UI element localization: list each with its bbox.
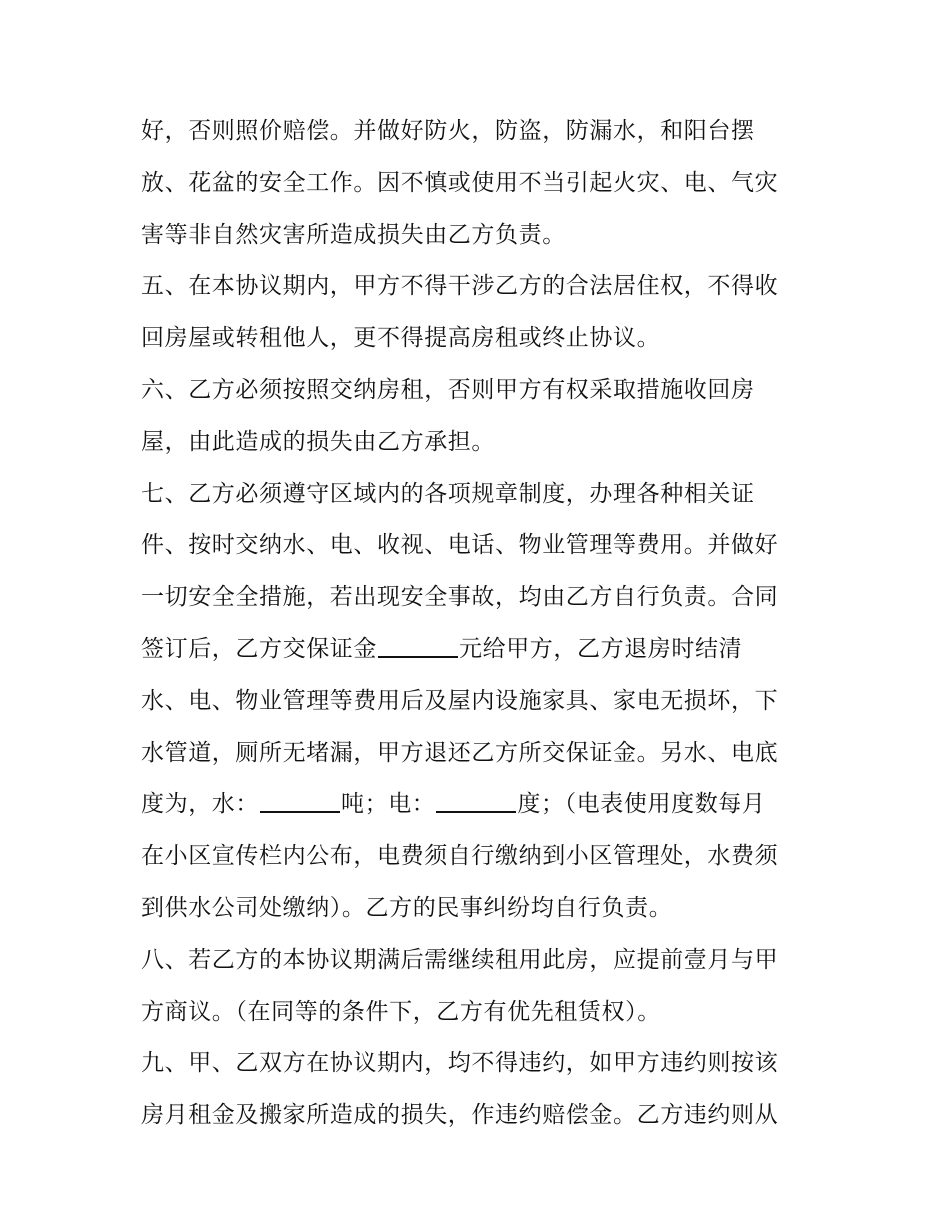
deposit-text-before: 签订后，乙方交保证金 bbox=[141, 635, 377, 662]
text-line: 件、按时交纳水、电、收视、电话、物业管理等费用。并做好 bbox=[141, 532, 779, 559]
clause-6-line: 六、乙方必须按照交纳房租，否则甲方有权采取措施收回房 bbox=[141, 376, 755, 403]
clause-7-line: 七、乙方必须遵守区域内的各项规章制度，办理各种相关证 bbox=[141, 480, 755, 507]
clause-8-line: 八、若乙方的本协议期满后需继续租用此房，应提前壹月与甲 bbox=[141, 946, 779, 973]
clause-5-line: 五、在本协议期内，甲方不得干涉乙方的合法居住权，不得收 bbox=[141, 273, 779, 300]
clause-9-line: 九、甲、乙双方在协议期内，均不得违约，如甲方违约则按该 bbox=[141, 1050, 779, 1077]
meter-reading-line bbox=[141, 779, 831, 831]
text-line: 一切安全全措施，若出现安全事故，均由乙方自行负责。合同 bbox=[141, 584, 779, 611]
deposit-amount-blank bbox=[378, 655, 458, 658]
contract-body bbox=[141, 106, 831, 1142]
text-line: 到供水公司处缴纳）。乙方的民事纠纷均自行负责。 bbox=[141, 894, 673, 921]
text-line: 水管道，厕所无堵漏，甲方退还乙方所交保证金。另水、电底 bbox=[141, 739, 779, 766]
meter-text-c: 度；（电表使用度数每月 bbox=[517, 791, 766, 818]
text-line: 好，否则照价赔偿。并做好防火，防盗，防漏水，和阳台摆 bbox=[141, 118, 755, 144]
text-line: 方商议。（在同等的条件下，乙方有优先租赁权）。 bbox=[141, 998, 661, 1025]
deposit-text-after: 元给甲方，乙方退房时结清 bbox=[459, 635, 743, 662]
text-line: 害等非自然灾害所造成损失由乙方负责。 bbox=[141, 221, 566, 248]
meter-text-b: 吨；电： bbox=[341, 791, 436, 818]
text-line: 屋，由此造成的损失由乙方承担。 bbox=[141, 428, 495, 455]
electricity-reading-blank bbox=[436, 810, 516, 813]
water-reading-blank bbox=[260, 810, 340, 813]
text-line: 房月租金及搬家所造成的损失，作违约赔偿金。乙方违约则从 bbox=[141, 1102, 779, 1129]
text-line: 放、花盆的安全工作。因不慎或使用不当引起火灾、电、气灾 bbox=[141, 169, 779, 196]
meter-text-a: 度为，水： bbox=[141, 791, 259, 818]
text-line: 水、电、物业管理等费用后及屋内设施家具、家电无损坏，下 bbox=[141, 687, 779, 714]
text-line: 回房屋或转租他人，更不得提高房租或终止协议。 bbox=[141, 325, 661, 352]
deposit-line bbox=[141, 624, 831, 676]
text-line: 在小区宣传栏内公布，电费须自行缴纳到小区管理处，水费须 bbox=[141, 843, 779, 870]
